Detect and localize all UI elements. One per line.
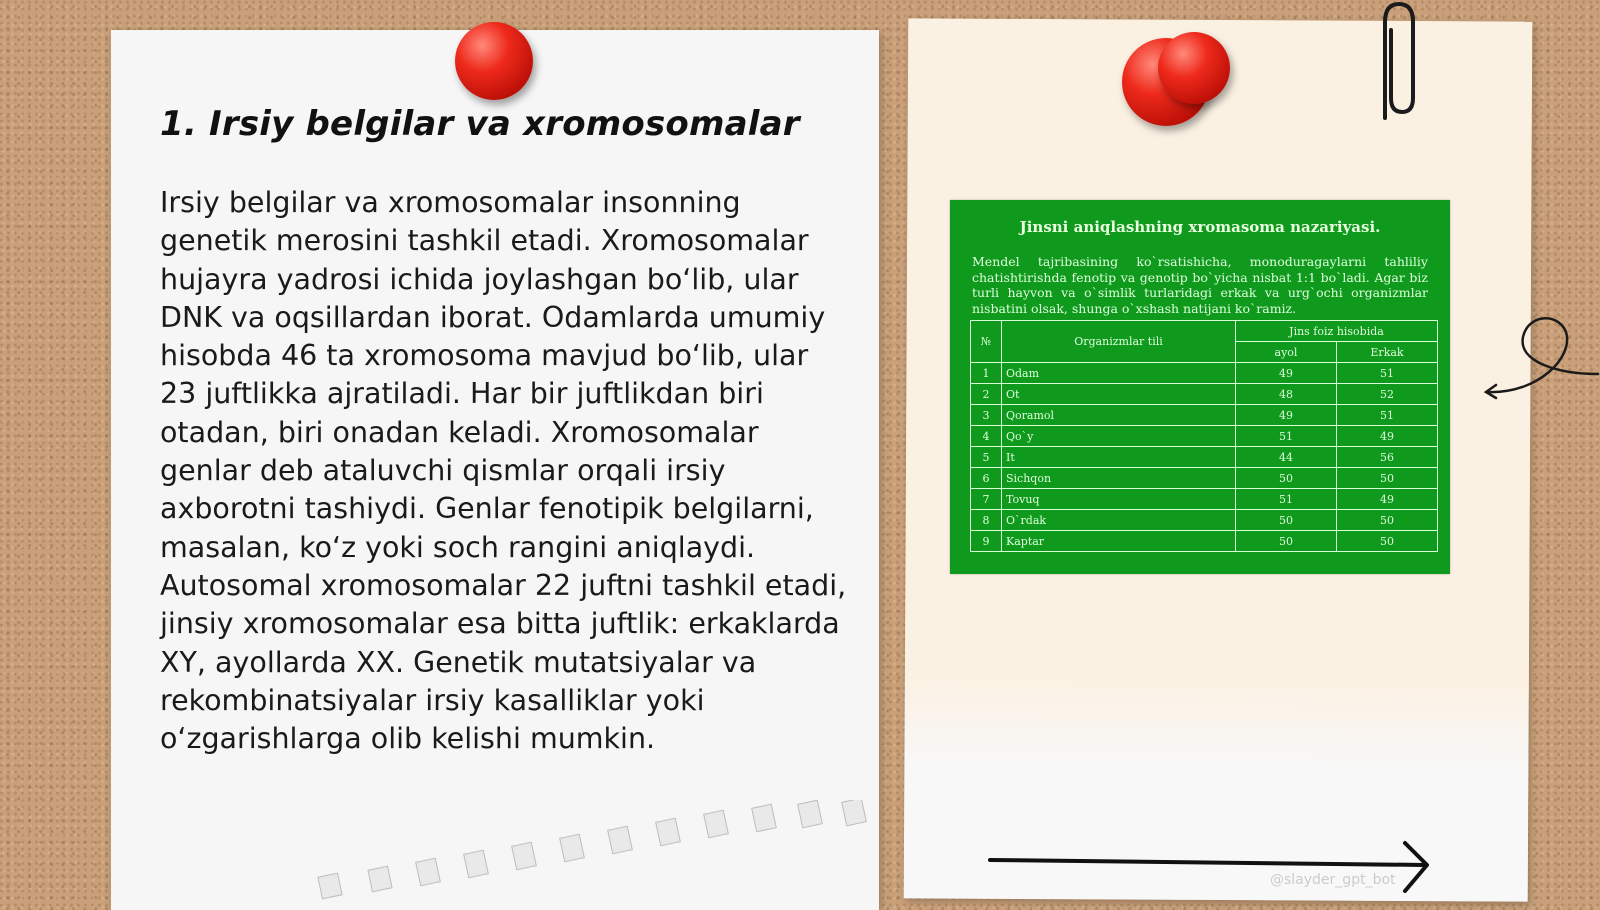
organism-name-cell: Kaptar <box>1002 531 1236 552</box>
male-percent-cell: 51 <box>1337 363 1438 384</box>
organism-name-cell: It <box>1002 447 1236 468</box>
note-title: 1. Irsiy belgilar va xromosomalar <box>160 104 800 144</box>
female-percent-cell: 49 <box>1236 405 1337 426</box>
panel-paragraph: Mendel tajribasining ko`rsatishicha, monoduragaylarni tahliliy chatishtirishda fenotip va genotip bo`yicha nisbat 1:1 bo`ladi. Agar biz turli hayvon va o`simlik turlaridagi erkak va urg`ochi organizmlar nisbatini olsak, shunga o`xshash natijani ko`ramiz. <box>972 254 1428 316</box>
torn-paper-edge <box>300 800 880 900</box>
col-group-header: Jins foiz hisobida <box>1236 321 1438 342</box>
table-row <box>971 384 1438 405</box>
table-row <box>971 363 1438 384</box>
paperclip-icon <box>1375 0 1419 124</box>
table-row <box>971 510 1438 531</box>
row-number-cell: 5 <box>971 447 1002 468</box>
male-percent-cell: 50 <box>1337 531 1438 552</box>
sex-ratio-table <box>970 320 1438 552</box>
panel-title: Jinsni aniqlashning xromasoma nazariyasi. <box>1019 218 1381 236</box>
organism-name-cell: O`rdak <box>1002 510 1236 531</box>
male-percent-cell: 49 <box>1337 489 1438 510</box>
table-row <box>971 489 1438 510</box>
female-percent-cell: 50 <box>1236 531 1337 552</box>
female-percent-cell: 44 <box>1236 447 1337 468</box>
female-percent-cell: 49 <box>1236 363 1337 384</box>
row-number-cell: 2 <box>971 384 1002 405</box>
female-percent-cell: 51 <box>1236 489 1337 510</box>
table-row <box>971 447 1438 468</box>
table-row <box>971 426 1438 447</box>
row-number-cell: 6 <box>971 468 1002 489</box>
male-percent-cell: 51 <box>1337 405 1438 426</box>
organism-name-cell: Sichqon <box>1002 468 1236 489</box>
col-female-header: ayol <box>1236 342 1337 363</box>
male-percent-cell: 52 <box>1337 384 1438 405</box>
organism-name-cell: Qo`y <box>1002 426 1236 447</box>
male-percent-cell: 49 <box>1337 426 1438 447</box>
info-panel-image <box>950 200 1450 574</box>
organism-name-cell: Odam <box>1002 363 1236 384</box>
row-number-cell: 9 <box>971 531 1002 552</box>
female-percent-cell: 50 <box>1236 468 1337 489</box>
red-push-pin-icon <box>455 22 533 100</box>
row-number-cell: 8 <box>971 510 1002 531</box>
watermark: @slayder_gpt_bot <box>1270 872 1396 888</box>
row-number-cell: 1 <box>971 363 1002 384</box>
note-body-text: Irsiy belgilar va xromosomalar insonning genetik merosini tashkil etadi. Xromosomalar hujayra yadrosi ichida joylashgan bo‘lib, ular DNK va oqsillardan iborat. Odamlarda umumiy hisobda 46 ta xromosoma mavjud bo‘lib, ular 23 juftlikka ajratiladi. Har bir juftlikdan biri otadan, biri onadan keladi. Xromosomalar genlar deb ataluvchi qismlar orqali irsiy axborotni tashiydi. Genlar fenotipik belgilarni, masalan, ko‘z yoki soch rangini aniqlaydi. Autosomal xromosomalar 22 juftni tashkil etadi, jinsiy xromosomalar esa bitta juftlik: erkaklarda XY, ayollarda XX. Genetik mutatsiyalar va rekombinatsiyalar irsiy kasalliklar yoki o‘zgarishlarga olib kelishi mumkin. <box>160 186 847 756</box>
organism-name-cell: Tovuq <box>1002 489 1236 510</box>
squiggle-arrow-icon <box>1478 312 1600 412</box>
organism-name-cell: Qoramol <box>1002 405 1236 426</box>
female-percent-cell: 48 <box>1236 384 1337 405</box>
col-num-header: № <box>971 321 1002 363</box>
table-row <box>971 405 1438 426</box>
table-row <box>971 531 1438 552</box>
male-percent-cell: 50 <box>1337 468 1438 489</box>
row-number-cell: 3 <box>971 405 1002 426</box>
row-number-cell: 7 <box>971 489 1002 510</box>
red-push-pin-icon <box>1158 32 1230 104</box>
female-percent-cell: 50 <box>1236 510 1337 531</box>
col-name-header: Organizmlar tili <box>1002 321 1236 363</box>
table-row <box>971 468 1438 489</box>
female-percent-cell: 51 <box>1236 426 1337 447</box>
row-number-cell: 4 <box>971 426 1002 447</box>
male-percent-cell: 50 <box>1337 510 1438 531</box>
col-male-header: Erkak <box>1337 342 1438 363</box>
male-percent-cell: 56 <box>1337 447 1438 468</box>
organism-name-cell: Ot <box>1002 384 1236 405</box>
